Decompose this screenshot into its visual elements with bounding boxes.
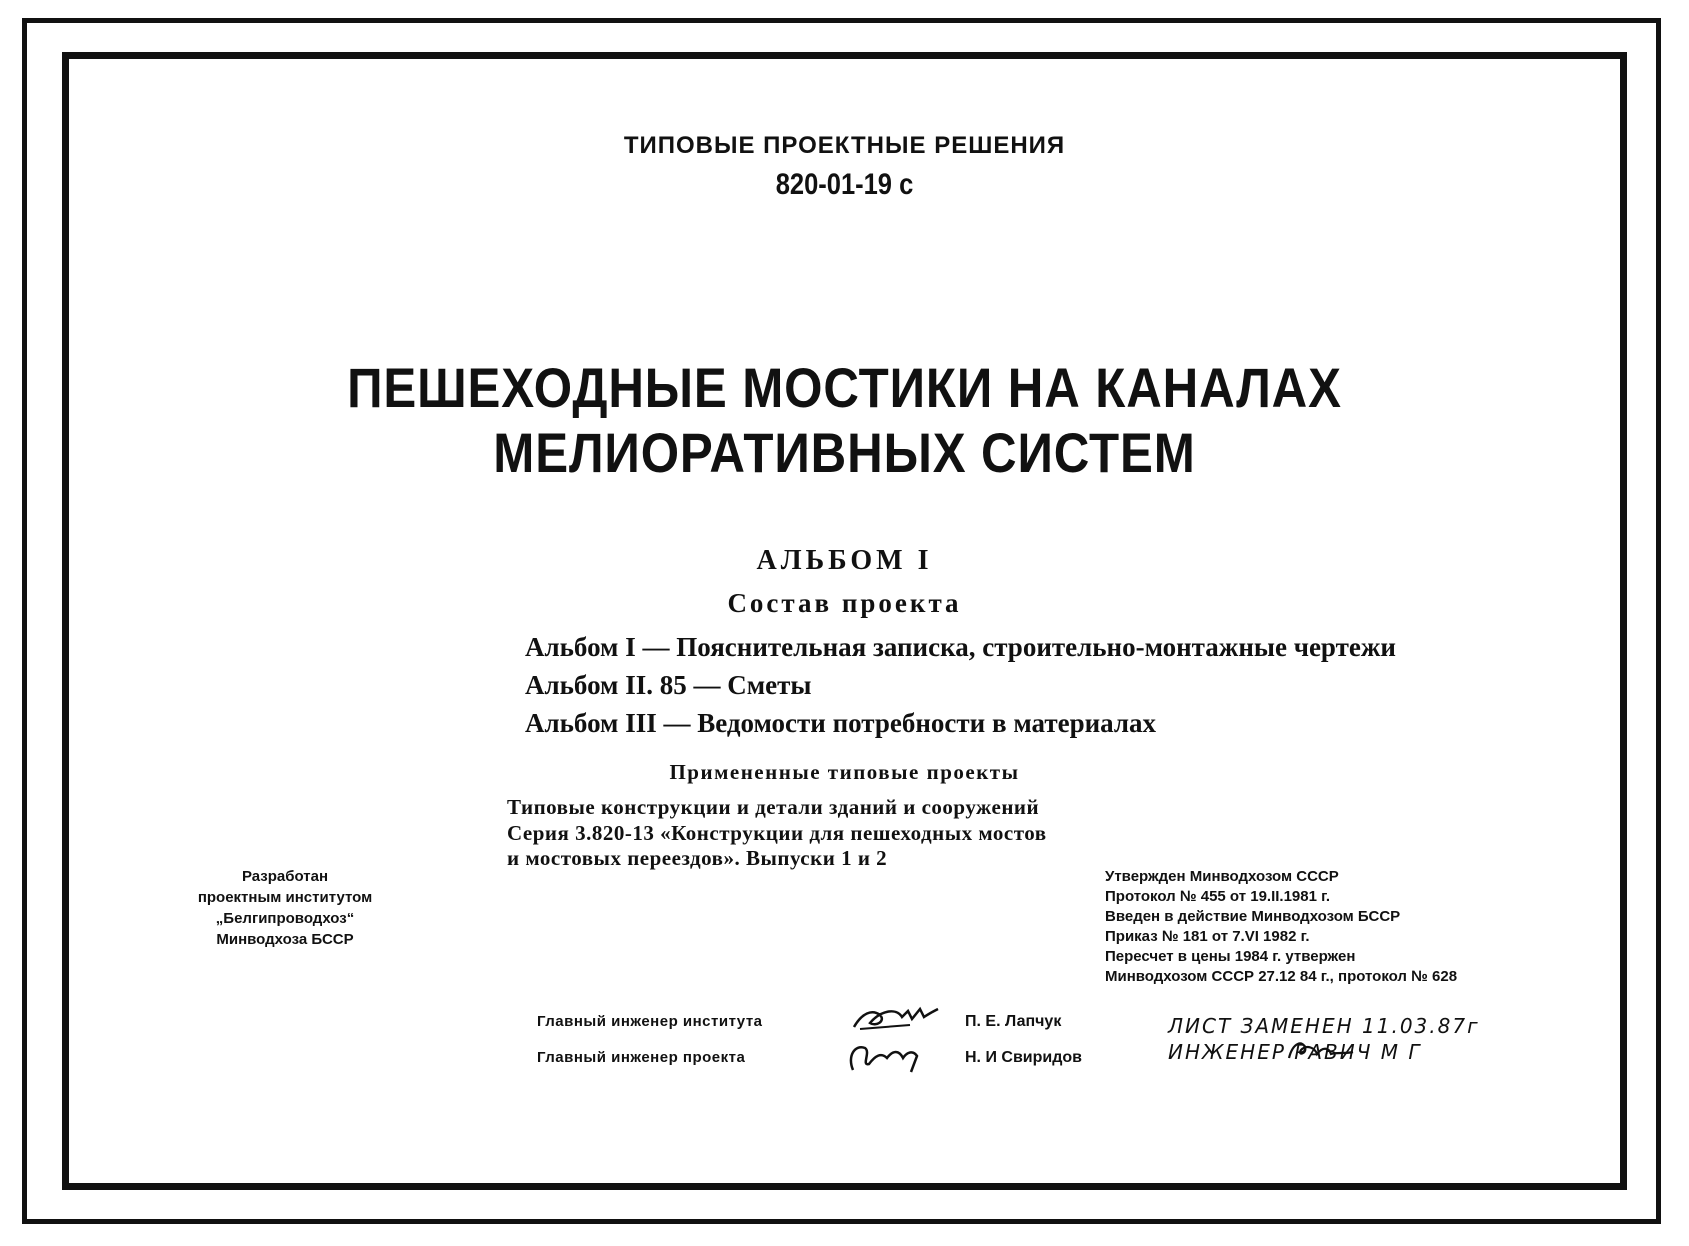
composition-heading: Состав проекта [727, 588, 962, 618]
developer-line: Разработан [241, 868, 329, 885]
approval-line: Приказ № 181 от 7.VI 1982 г. [1105, 928, 1310, 945]
series-label: ТИПОВЫЕ ПРОЕКТНЫЕ РЕШЕНИЯ [623, 132, 1066, 159]
developer-line: проектным институтом [197, 889, 373, 906]
series-code: 820-01-19 с [775, 168, 914, 201]
replacement-note-line-2: ИНЖЕНЕР РАВИЧ М Г [1168, 1040, 1422, 1064]
title-line-2: МЕЛИОРАТИВНЫХ СИСТЕМ [493, 421, 1196, 484]
title-line-1: ПЕШЕХОДНЫЕ МОСТИКИ НА КАНАЛАХ [347, 356, 1342, 419]
replacement-note-line-1: ЛИСТ ЗАМЕНЕН 11.03.87г [1168, 1014, 1480, 1038]
approval-line: Пересчет в цены 1984 г. утвержен [1105, 948, 1356, 965]
album-item: Альбом II. 85 — Сметы [525, 670, 812, 700]
applied-project-line: и мостовых переездов». Выпуски 1 и 2 [507, 846, 888, 870]
approval-line: Введен в действие Минводхозом БССР [1105, 908, 1401, 925]
applied-project-line: Типовые конструкции и детали зданий и сооружений [507, 795, 1040, 819]
developer-line: Минводхоза БССР [216, 931, 354, 948]
approval-line: Утвержден Минводхозом СССР [1105, 868, 1339, 885]
chief-engineer-project-role: Главный инженер проекта [537, 1049, 746, 1066]
developer-line: „Белгипроводхоз“ [215, 910, 355, 927]
approval-line: Минводхозом СССР 27.12 84 г., протокол № 628 [1105, 968, 1458, 985]
album-item: Альбом I — Пояснительная записка, строительно-монтажные чертежи [525, 632, 1396, 662]
approval-line: Протокол № 455 от 19.II.1981 г. [1105, 888, 1331, 905]
album-heading: АЛЬБОМ I [756, 545, 933, 576]
signature-ravich [1285, 1034, 1355, 1064]
chief-engineer-institute-name: П. Е. Лапчук [965, 1013, 1062, 1030]
signature-sviridov [845, 1036, 925, 1076]
chief-engineer-institute-role: Главный инженер института [537, 1013, 763, 1030]
applied-projects-heading: Примененные типовые проекты [669, 760, 1020, 784]
album-item: Альбом III — Ведомости потребности в материалах [525, 708, 1157, 738]
applied-project-line: Серия 3.820-13 «Конструкции для пешеходных мостов [507, 821, 1047, 845]
signature-lapchuk [850, 1003, 940, 1033]
chief-engineer-project-name: Н. И Свиридов [965, 1049, 1082, 1066]
